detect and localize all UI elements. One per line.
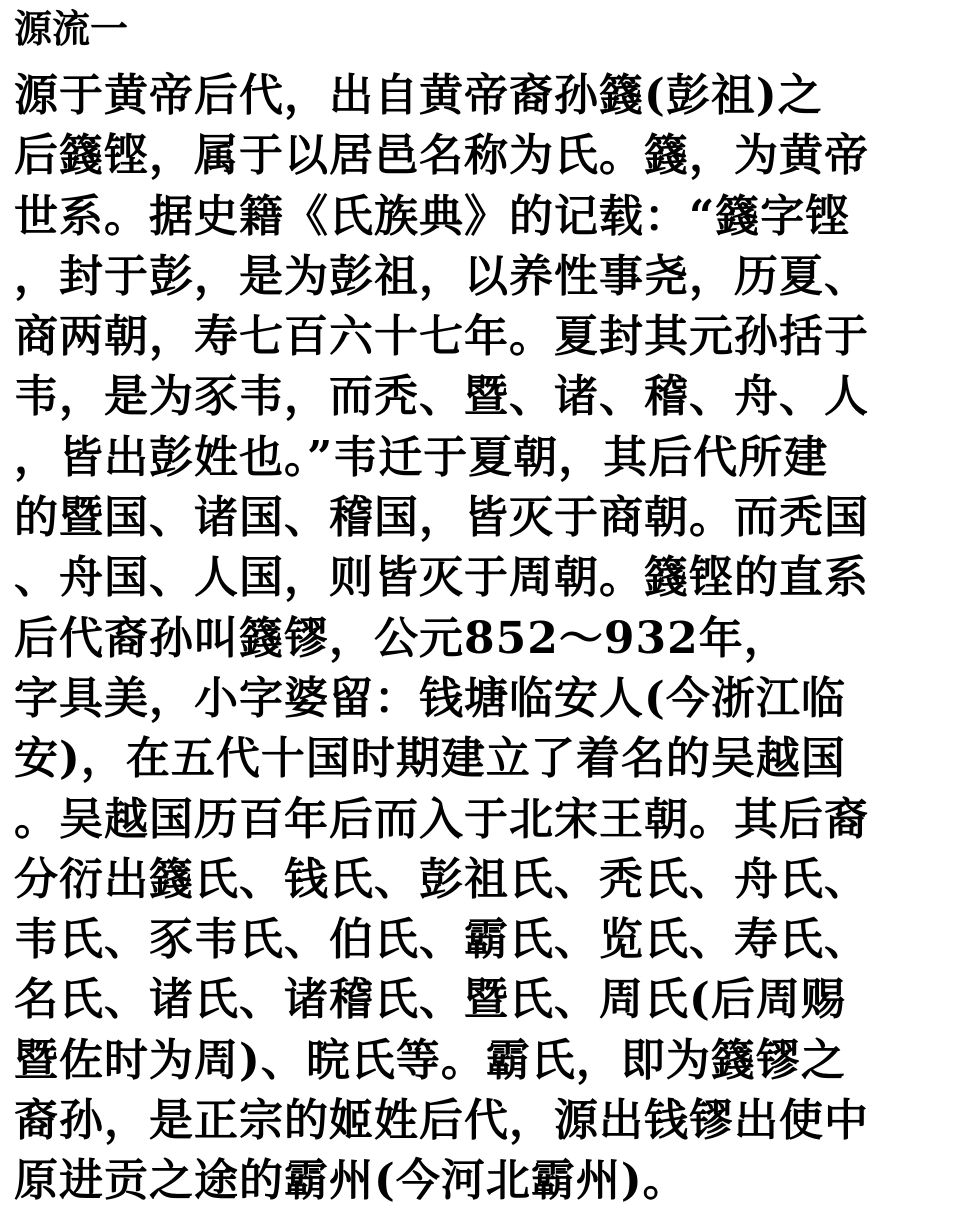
text-line: 分衍出籛氏、钱氏、彭祖氏、秃氏、舟氏、 [14,853,869,905]
section-heading: 源流一 [14,6,129,51]
text-line: 。吴越国历百年后而入于北宋王朝。其后裔 [14,793,869,845]
text-line: 商两朝，寿七百六十七年。夏封其元孙括于 [14,311,869,363]
text-line: 原进贡之途的霸州(今河北霸州)。 [14,1155,688,1207]
text-line: 后代裔孙叫籛镠，公元852～932年， [14,612,789,664]
text-line: 后籛铿，属于以居邑名称为氏。籛，为黄帝 [14,130,869,182]
text-line: 裔孙，是正宗的姬姓后代，源出钱镠出使中 [14,1095,869,1147]
text-line: 韦，是为豕韦，而秃、暨、诸、稽、舟、人 [14,371,869,423]
text-line: 韦氏、豕韦氏、伯氏、霸氏、览氏、寿氏、 [14,914,869,966]
text-line: ，封于彭，是为彭祖，以养性事尧，历夏、 [14,250,869,302]
text-line: 暨佐时为周)、晥氏等。霸氏，即为籛镠之 [14,1034,846,1086]
text-line: 字具美，小字婆留：钱塘临安人(今浙江临 [14,672,846,724]
text-line: 名氏、诸氏、诸稽氏、暨氏、周氏(后周赐 [14,974,846,1026]
text-line: 源于黄帝后代，出自黄帝裔孙籛(彭祖)之 [14,70,823,121]
text-line: 世系。据史籍《氏族典》的记载：“籛字铿 [14,190,851,242]
text-line: ，皆出彭姓也。”韦迁于夏朝，其后代所建 [14,431,829,483]
text-line: 安)，在五代十国时期建立了着名的吴越国 [14,733,846,785]
body-text [14,66,966,1212]
text-line: 的暨国、诸国、稽国，皆灭于商朝。而秃国 [14,492,869,544]
text-line: 、舟国、人国，则皆灭于周朝。籛铿的直系 [14,552,869,604]
